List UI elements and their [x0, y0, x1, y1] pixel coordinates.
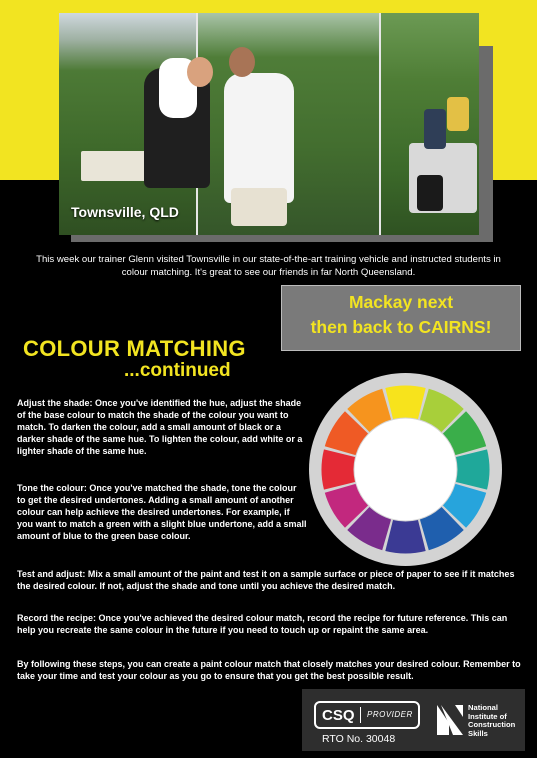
nics-emblem-icon [435, 703, 465, 737]
student-head [229, 47, 255, 77]
paragraph-test-adjust: Test and adjust: Mix a small amount of the paint and test it on a sample surface or piece of paper to see if it matches the desired colour. If not, adjust the shade and tone until you achieve the desired match. [17, 569, 515, 592]
nics-line: National [468, 703, 498, 712]
paint-can [447, 97, 469, 131]
student-figure [224, 73, 294, 203]
colour-wheel-segment [385, 520, 425, 554]
nics-line: Skills [468, 728, 488, 738]
section-subtitle: ...continued [124, 360, 231, 381]
nics-logo-text [468, 704, 515, 738]
logo-separator [360, 707, 361, 723]
nics-line: Institute of [468, 711, 507, 721]
callout-box [281, 285, 521, 351]
colour-wheel-segment [322, 449, 356, 489]
paragraph-adjust-shade: Adjust the shade: Once you've identified the hue, adjust the shade of the base colour to match the shade of the colour you want to match. To darken the colour, add a small amount of black or a darker shade of the same hue. To lighten the colour, add white or a lighter shade of the same hue. [17, 398, 303, 457]
rto-number: RTO No. 30048 [322, 733, 396, 745]
paint-can [417, 175, 443, 211]
colour-wheel-center [355, 419, 457, 521]
callout-line-2: then back to CAIRNS! [310, 317, 492, 337]
paragraph-closing: By following these steps, you can create a paint colour match that closely matches your desired colour. Remember to take your time and test your colour as you go to ensure that you get the best possible result. [17, 659, 521, 682]
callout-line-1: Mackay next [348, 292, 454, 312]
photo-caption: Townsville, QLD [71, 204, 179, 220]
paragraph-tone-colour: Tone the colour: Once you've matched the shade, tone the colour to get the desired undertones. Adding a small amount of another colour can help achieve the desired undertones. For example, if you want to match a green with a slight blue undertone, add a small amount of blue to the green base colour. [17, 483, 307, 542]
intro-text: This week our trainer Glenn visited Townsville in our state-of-the-art training vehicle and instructed students in colour matching. It's great to see our friends in far North Queensland. [36, 254, 501, 278]
csq-logo-text: CSQ [322, 707, 355, 724]
csq-provider-logo [314, 701, 420, 729]
colour-wheel-segment [385, 386, 425, 420]
footer-logos [302, 689, 525, 751]
paint-can [424, 109, 446, 149]
colour-wheel-segment [456, 449, 490, 489]
colour-wheel-icon [321, 385, 490, 554]
section-title: COLOUR MATCHING [23, 336, 246, 361]
student-shorts [231, 188, 287, 226]
nics-line: Construction [468, 720, 516, 730]
photo-divider [379, 13, 381, 235]
trainer-head [187, 57, 213, 87]
provider-label: PROVIDER [367, 710, 413, 719]
paragraph-record-recipe: Record the recipe: Once you've achieved the desired colour match, record the recipe for future reference. This can help you recreate the same colour in the future if you need to touch up or repaint the same area. [17, 613, 508, 636]
training-photo-collage [59, 13, 479, 235]
